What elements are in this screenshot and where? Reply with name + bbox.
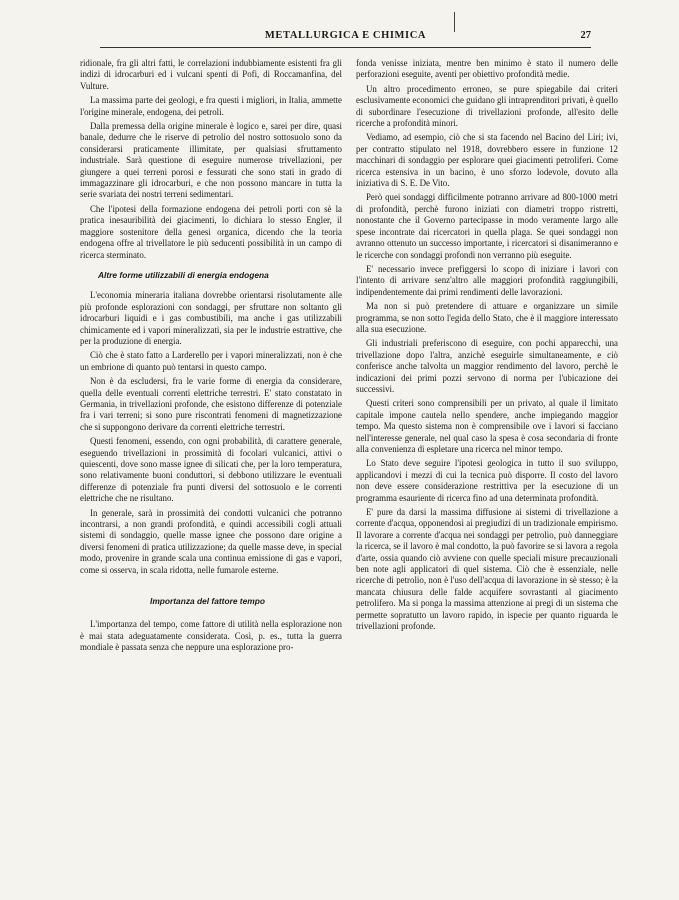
paragraph: Non è da escludersi, fra le varie forme di energia da considerare, quella delle eventuali correnti elettriche terrestri. E' stato constatato in Germania, in trivellazioni profonde, che esistono differenze di potenziale fra i vari terreni; si sono pure riscontrati fenomeni di magnetizzazione che si suppongono derivare da correnti elettriche terrestri. — [80, 376, 342, 432]
paragraph: Che l'ipotesi della formazione endogena dei petroli porti con sè la pratica inesauribilità dei giacimenti, lo dichiara lo stesso Engler, il maggiore sostenitore della genesi organica, dicendo che la teoria endogena offre al trivellatore le più seducenti possibilità in un campo di ricerca sterminato. — [80, 203, 342, 260]
section-heading: Altre forme utilizzabili di energia endogena — [98, 269, 269, 280]
section-heading: Importanza del fattore tempo — [150, 596, 265, 607]
paragraph: L'economia mineraria italiana dovrebbe orientarsi risolutamente alle più profonde esplorazioni con sondaggi, per sfruttare non soltanto gli idrocarburi liquidi e i gas combustibili, ma anche i gas utilizzabili chimicamente ed i vapori mineralizzati, sia per le industrie estrattive, che per la produzione di energia. — [80, 290, 342, 346]
paragraph: Lo Stato deve seguire l'ipotesi geologica in tutto il suo sviluppo, applicandovi i mezzi di cui la tecnica può disporre. Il costo del lavoro non deve essere considerazione restrittiva per la esecuzione di un programma esauriente di ricerca fino ad una determinata profondità. — [356, 458, 618, 503]
paragraph: ridionale, fra gli altri fatti, le correlazioni indubbiamente esistenti fra gli indizi di idrocarburi ed i vulcani spenti di Pofi, di Roccamanfina, del Vulture. — [80, 58, 342, 91]
paragraph: E' pure da darsi la massima diffusione ai sistemi di trivellazione a corrente d'acqua, opponendosi ai pregiudizi di un tradizionale empirismo. Il lavorare a corrente d'acqua nei sondaggi per petrolio, può danneggiare la ricerca, se il lavoro è mal condotto, la può favorire se si lavora a regola d'arte, ossia quando ciò avviene con quelle speciali misure precauzionali ben note agli applicatori di quel sistema. Ciò che è essenziale, nelle ricerche di petrolio, non è l'uso dell'acqua di lavorazione in sè stesso; è la mancata chiusura delle falde acquifere sovrastanti al giacimento petrolifero. Ma si ponga la massima attenzione ai pregi di un sistema che permette sopratutto un lavoro rapido, in ispecie per quanto riguarda le trivellazioni profonde. — [356, 507, 618, 632]
paragraph: In generale, sarà in prossimità dei condotti vulcanici che potranno incontrarsi, a non grandi profondità, e quindi accessibili cogli attuali sistemi di sondaggio, quelle masse ignee che possono dare origine a diversi fenomeni di pratica utilizzazione; da quelle masse deve, in special modo, provenire in grande scala una continua emissione di gas e vapori, come si osserva, in scala ridotta, nelle fumarole esterne. — [80, 507, 342, 575]
margin-mark — [454, 12, 455, 32]
paragraph: fonda venisse iniziata, mentre ben minimo è stato il numero delle perforazioni eseguite, aventi per obiettivo profondità medie. — [356, 58, 618, 80]
page-number: 27 — [580, 30, 591, 41]
running-title: METALLURGICA E CHIMICA — [264, 30, 427, 41]
page-header — [100, 30, 591, 46]
paragraph: Gli industriali preferiscono di eseguire, con pochi apparecchi, una trivellazione dopo l'altra, anzichè eseguirle simultaneamente, e ciò conferisce anche talvolta un maggior rendimento del lavoro, perchè le indicazioni dei primi pozzi servono di norma per l'ubicazione dei successivi. — [356, 338, 618, 394]
left-column — [80, 58, 342, 657]
paragraph: L'importanza del tempo, come fattore di utilità nella esplorazione non è mai stata adeguatamente considerata. Così, p. es., tutta la guerra mondiale è passata senza che neppure una esplorazione pro- — [80, 619, 342, 653]
paragraph: Ma non si può pretendere di attuare e organizzare un simile programma, se non sotto l'egida dello Stato, che è il maggiore interessato alla sua esecuzione. — [356, 301, 618, 334]
paragraph: Ciò che è stato fatto a Larderello per i vapori mineralizzati, non è che un embrione di quanto può tentarsi in questo campo. — [80, 350, 342, 372]
header-divider — [100, 47, 591, 48]
paragraph: Dalla premessa della origine minerale è logico e, sarei per dire, quasi banale, dedurre che le riserve di petrolio del nostro sottosuolo sono da considerarsi praticamente illimitate, per qualsiasi sfruttamento industriale. Sarà questione di eseguire numerose trivellazioni, per giungere a quei terreni porosi e fessurati che sono stati in grado di immagazzinare gli idrocarburi, e che non possono mancare in tutta la serie svariata dei nostri terreni sedimentari. — [80, 121, 342, 200]
paragraph: Un altro procedimento erroneo, se pure spiegabile dai criteri esclusivamente economici che guidano gli intraprenditori privati, è quello di subordinare l'esecuzione di trivellazioni profonde, all'esito delle ricerche a profondità minori. — [356, 83, 618, 129]
paragraph: Questi fenomeni, essendo, con ogni probabilità, di carattere generale, eseguendo trivellazioni in prossimità di focolari vulcanici, attivi o quiescenti, dove sono masse ignee di silicati che, per la loro temperatura, sono relativamente buoni conduttori, si debbono utilizzare le eventuali differenze di potenziale fra punti diversi del sottosuolo e le correnti elettriche che ne risultano. — [80, 436, 342, 504]
paragraph: Però quei sondaggi difficilmente potranno arrivare ad 800-1000 metri di profondità, perchè furono iniziati con diametri troppo ristretti, nonostante che il Governo partecipasse in modo veramente largo alle spese incontrate dai ricercatori in quella plaga. Se quei sondaggi non avranno ottenuto un successo importante, i ricercatori si disanimeranno e le ricerche con sondaggi profondi non verranno più eseguite. — [356, 192, 618, 260]
right-column — [356, 58, 618, 636]
paragraph: Vediamo, ad esempio, ciò che si sta facendo nel Bacino del Liri; ivi, per contratto stipulato nel 1918, dovrebbero essere in funzione 12 macchinari di sondaggio per esplorare quei giacimenti petroliferi. Come ricerca estensiva in un bacino, è uno sforzo lodevole, dovuto alla iniziativa di S. E. De Vito. — [356, 132, 618, 189]
paragraph: Questi criteri sono comprensibili per un privato, al quale il limitato capitale impone cautela nello spendere, anche impiegando maggior tempo. Ma questo sistema non è comprensibile ove i lavori si facciano nell'interesse generale, nel qual caso la spesa è cosa secondaria di fronte alla convenienza di espletare una ricerca nel minor tempo. — [356, 398, 618, 454]
paragraph: La massima parte dei geologi, e fra questi i migliori, in Italia, ammette l'origine minerale, endogena, dei petroli. — [80, 95, 342, 117]
paragraph: E' necessario invece prefiggersi lo scopo di iniziare i lavori con l'intento di arrivare senz'altro alle maggiori profondità raggiungibili, indipendentemente dai primi rendimenti delle lavorazioni. — [356, 263, 618, 297]
